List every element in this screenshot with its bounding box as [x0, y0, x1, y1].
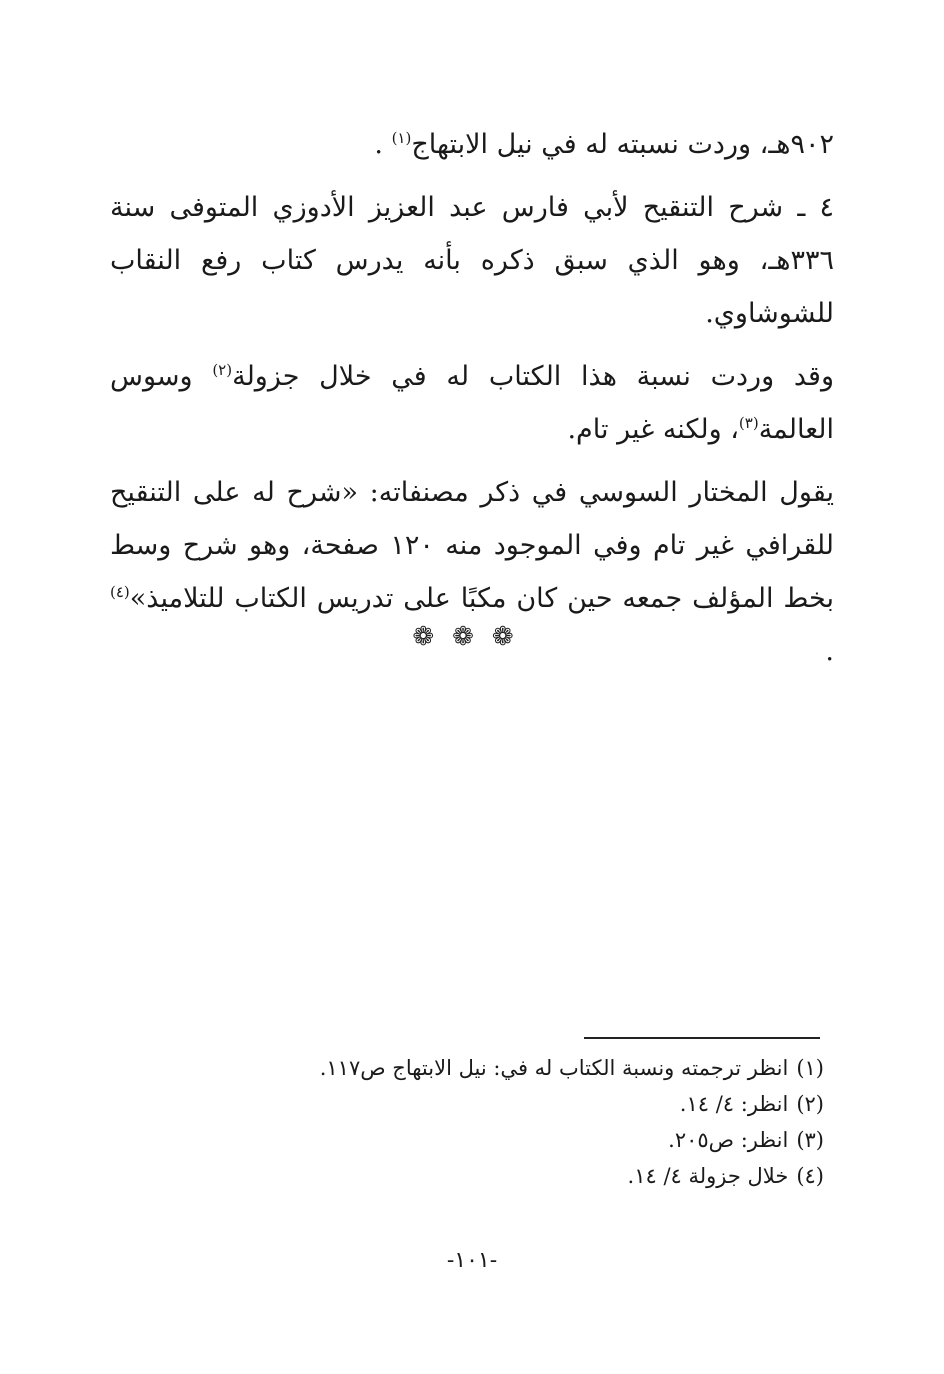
paragraph-3-mid: وسوس العالمة: [110, 361, 834, 445]
footnote-text: انظر: ص٢٠٥.: [668, 1128, 789, 1152]
footnote-text: خلال جزولة ٤/ ١٤.: [627, 1164, 789, 1188]
paragraph-3-end: ، ولكنه غير تام.: [567, 414, 739, 445]
footnote-number: (٢): [796, 1092, 824, 1116]
main-text: [110, 118, 834, 688]
paragraph-3: [110, 350, 834, 456]
paragraph-3-text: وقد وردت نسبة هذا الكتاب له في خلال جزولة: [232, 361, 834, 392]
footnote-number: (١): [796, 1056, 824, 1080]
footnote-2: [284, 1086, 824, 1122]
paragraph-1: [110, 118, 834, 171]
footnote-ref-4: (٤): [110, 583, 130, 601]
paragraph-4-text: يقول المختار السوسي في ذكر مصنفاته: «شرح له على التنقيح للقرافي غير تام وفي الموجود منه ١٢٠ صفحة، وهو شرح وسط بخط المؤلف جمعه حين كان مكبًا على تدريس الكتاب للتلاميذ»: [110, 477, 835, 614]
footnote-4: [284, 1158, 824, 1194]
footnote-ref-1: (١): [391, 129, 412, 147]
section-ornament: ❁❁❁: [412, 622, 532, 652]
footnote-divider: [584, 1037, 820, 1039]
footnotes: [284, 1050, 824, 1194]
footnote-ref-3: (٣): [738, 414, 759, 432]
footnote-ref-2: (٢): [212, 361, 233, 379]
paragraph-2: ٤ ـ شرح التنقيح لأبي فارس عبد العزيز الأدوزي المتوفى سنة ٣٣٦هـ، وهو الذي سبق ذكره بأنه يدرس كتاب رفع النقاب للشوشاوي.: [110, 192, 834, 329]
paragraph-4-end: .: [825, 636, 834, 667]
footnote-3: [284, 1122, 824, 1158]
paragraph-1-end: .: [374, 129, 383, 160]
page-number: -١٠١-: [446, 1248, 498, 1273]
paragraph-1-text: ٩٠٢هـ، وردت نسبته له في نيل الابتهاج: [411, 129, 834, 160]
footnote-number: (٤): [796, 1164, 824, 1188]
footnote-text: انظر: ٤/ ١٤.: [679, 1092, 789, 1116]
footnote-1: [284, 1050, 824, 1086]
footnote-number: (٣): [796, 1128, 824, 1152]
footnote-text: انظر ترجمته ونسبة الكتاب له في: نيل الابتهاج ص١١٧.: [319, 1056, 789, 1080]
